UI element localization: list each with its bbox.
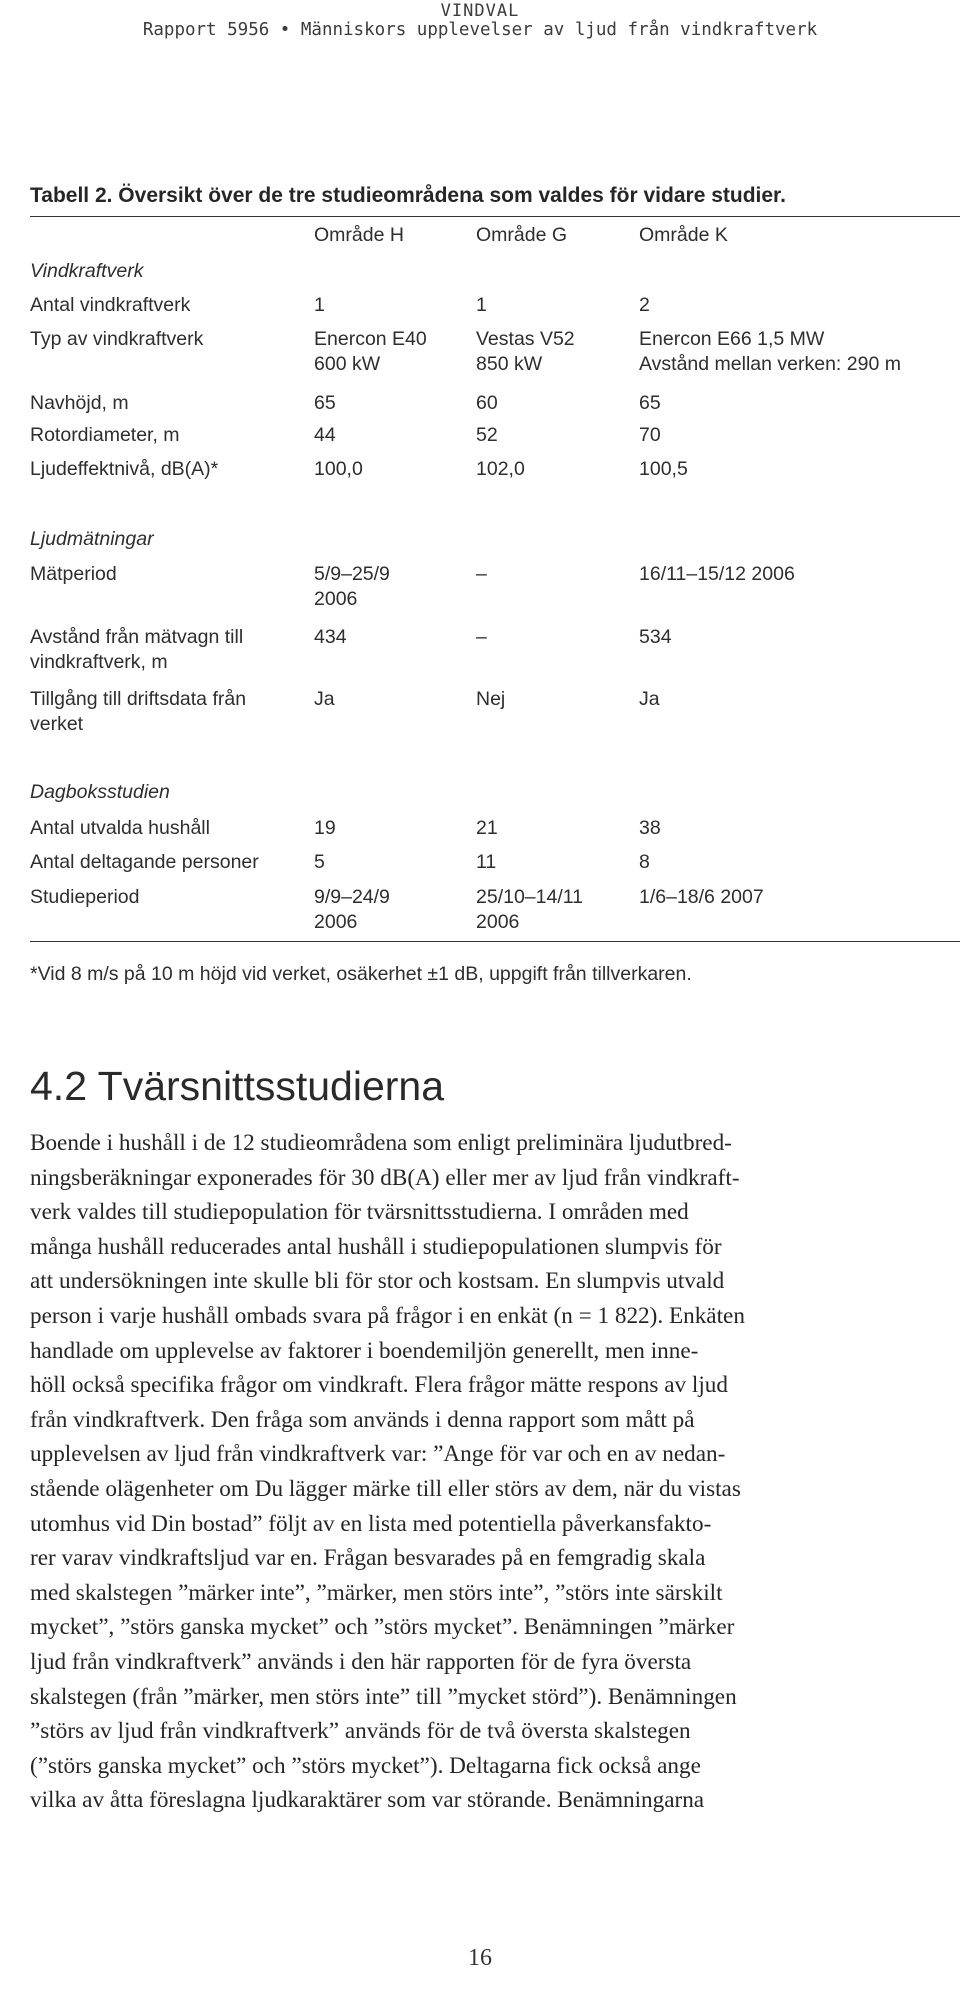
cell-omrade-h: 1 (314, 294, 325, 316)
paragraph-line: ljud från vindkraftverk” används i den här rapporten för de fyra översta (30, 1648, 692, 1675)
cell-omrade-g: 60 (476, 392, 498, 414)
cell-omrade-k: 1/6–18/6 2007 (639, 886, 764, 908)
cell-omrade-h: Enercon E40 (314, 328, 427, 350)
paragraph-line: från vindkraftverk. Den fråga som används i denna rapport som mått på (30, 1406, 695, 1433)
cell-omrade-h-line2: 2006 (314, 911, 358, 933)
row-label: Studieperiod (30, 886, 140, 908)
cell-omrade-h: Ja (314, 688, 335, 710)
column-header-omrade-h: Område H (314, 224, 404, 246)
cell-omrade-h: 5 (314, 851, 325, 873)
cell-omrade-g: 21 (476, 817, 498, 839)
cell-omrade-k: 534 (639, 626, 672, 648)
body-paragraph (30, 1126, 960, 1818)
row-label: Mätperiod (30, 563, 117, 585)
paragraph-line: (”störs ganska mycket” och ”störs mycket”). Deltagarna fick också ange (30, 1752, 701, 1779)
cell-omrade-h: 65 (314, 392, 336, 414)
cell-omrade-h: 100,0 (314, 458, 363, 480)
column-header-omrade-g: Område G (476, 224, 568, 246)
cell-omrade-k: 38 (639, 817, 661, 839)
paragraph-line: verk valdes till studiepopulation för tvärsnittsstudierna. I områden med (30, 1199, 689, 1226)
table-bottom-rule (30, 941, 960, 942)
cell-omrade-k: Ja (639, 688, 660, 710)
paragraph-line: många hushåll reducerades antal hushåll i studiepopulationen slumpvis för (30, 1233, 722, 1260)
cell-omrade-k: 70 (639, 424, 661, 446)
cell-omrade-g: 1 (476, 294, 487, 316)
paragraph-line: ”störs av ljud från vindkraftverk” används för de två översta skalstegen (30, 1718, 691, 1745)
paragraph-line: vilka av åtta föreslagna ljudkaraktärer som var störande. Benämningarna (30, 1787, 705, 1814)
page-number: 16 (468, 1945, 492, 1971)
cell-omrade-g-line2: 850 kW (476, 353, 543, 375)
cell-omrade-g: – (476, 563, 487, 585)
cell-omrade-h-line2: 2006 (314, 588, 358, 610)
cell-omrade-k: Enercon E66 1,5 MW (639, 328, 825, 350)
paragraph-line: med skalstegen ”märker inte”, ”märker, men störs inte”, ”störs inte särskilt (30, 1579, 723, 1606)
paragraph-line: att undersökningen inte skulle bli för stor och kostsam. En slumpvis utvald (30, 1268, 725, 1295)
row-label: Avstånd från mätvagn till (30, 626, 244, 648)
cell-omrade-g: 25/10–14/11 (476, 886, 583, 908)
cell-omrade-k: 8 (639, 851, 650, 873)
cell-omrade-g: 52 (476, 424, 498, 446)
row-label: Rotordiameter, m (30, 424, 180, 446)
cell-omrade-k: 65 (639, 392, 661, 414)
cell-omrade-h: 44 (314, 424, 336, 446)
row-label: Navhöjd, m (30, 392, 129, 414)
paragraph-line: utomhus vid Din bostad” följt av en lista med potentiella påverkansfakto- (30, 1510, 712, 1537)
cell-omrade-g-line2: 2006 (476, 911, 520, 933)
table-footnote: *Vid 8 m/s på 10 m höjd vid verket, osäkerhet ±1 dB, uppgift från tillverkaren. (30, 963, 692, 985)
row-label-line2: vindkraftverk, m (30, 651, 168, 673)
cell-omrade-g: Vestas V52 (476, 328, 575, 350)
paragraph-line: Boende i hushåll i de 12 studieområdena som enligt preliminära ljudutbred- (30, 1130, 732, 1156)
header-report-title: Rapport 5956 • Människors upplevelser av ljud från vindkraftverk (142, 20, 818, 40)
cell-omrade-k: 16/11–15/12 2006 (639, 563, 795, 585)
row-label: Antal vindkraftverk (30, 294, 191, 316)
header-series: VINDVAL (440, 1, 520, 21)
paragraph-line: handlade om upplevelse av faktorer i boendemiljön generellt, men inne- (30, 1337, 699, 1364)
table-top-rule (30, 216, 960, 217)
cell-omrade-g: 11 (476, 851, 497, 873)
section-label-dagboksstudien: Dagboksstudien (30, 781, 170, 803)
row-label: Antal utvalda hushåll (30, 817, 210, 839)
cell-omrade-g: – (476, 626, 487, 648)
cell-omrade-g: 102,0 (476, 458, 525, 480)
cell-omrade-g: Nej (476, 688, 506, 710)
column-header-omrade-k: Område K (639, 224, 728, 246)
row-label: Antal deltagande personer (30, 851, 259, 873)
cell-omrade-h: 9/9–24/9 (314, 886, 390, 908)
cell-omrade-h-line2: 600 kW (314, 353, 381, 375)
cell-omrade-h: 5/9–25/9 (314, 563, 390, 585)
row-label-line2: verket (30, 713, 84, 735)
row-label: Typ av vindkraftverk (30, 328, 204, 350)
cell-omrade-h: 19 (314, 817, 336, 839)
paragraph-line: skalstegen (från ”märker, men störs inte” till ”mycket störd”). Benämningen (30, 1683, 737, 1710)
paragraph-line: höll också specifika frågor om vindkraft. Flera frågor mätte respons av ljud (30, 1372, 728, 1399)
cell-omrade-k: 100,5 (639, 458, 688, 480)
row-label: Tillgång till driftsdata från (30, 688, 247, 710)
section-label-vindkraftverk: Vindkraftverk (30, 260, 144, 282)
table-title: Tabell 2. Översikt över de tre studieområdena som valdes för vidare studier. (30, 184, 786, 207)
cell-omrade-k-line2: Avstånd mellan verken: 290 m (639, 353, 901, 375)
paragraph-line: rer varav vindkraftsljud var en. Frågan besvarades på en femgradig skala (30, 1545, 706, 1572)
section-label-ljudmatningar: Ljudmätningar (30, 528, 154, 550)
row-label: Ljudeffektnivå, dB(A)* (30, 458, 219, 480)
cell-omrade-h: 434 (314, 626, 347, 648)
paragraph-line: upplevelsen av ljud från vindkraftverk var: ”Ange för var och en av nedan- (30, 1441, 726, 1468)
paragraph-line: mycket”, ”störs ganska mycket” och ”störs mycket”. Benämningen ”märker (30, 1614, 735, 1641)
section-heading: 4.2 Tvärsnittsstudierna (30, 1063, 445, 1109)
paragraph-line: stående olägenheter om Du lägger märke till eller störs av dem, när du vistas (30, 1475, 741, 1502)
paragraph-line: ningsberäkningar exponerades för 30 dB(A) eller mer av ljud från vindkraft- (30, 1164, 740, 1191)
paragraph-line: person i varje hushåll ombads svara på frågor i en enkät (n = 1 822). Enkäten (30, 1302, 745, 1329)
cell-omrade-k: 2 (639, 294, 650, 316)
